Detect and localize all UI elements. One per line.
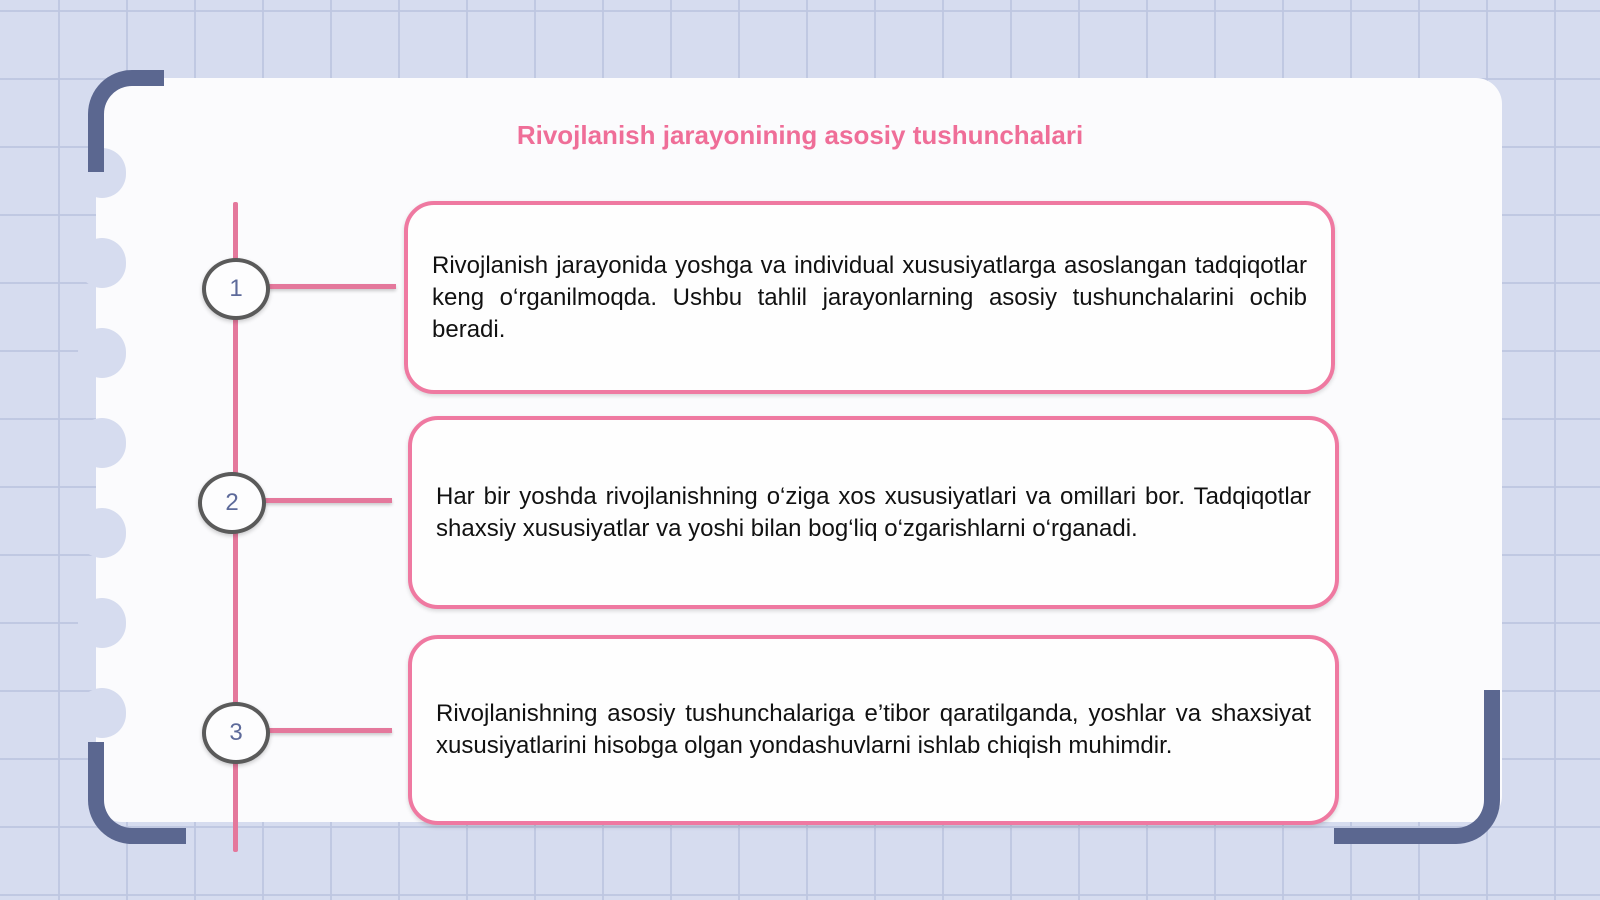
step-description: Rivojlanishning asosiy tushunchalariga e’tibor qaratilganda, yoshlar va shaxsiyat xususiyatlarini hisobga olgan yondashuvlarni ishlab chiqish muhimdir. [436, 700, 1311, 759]
card-edge-notch [78, 418, 126, 468]
slide-title: Rivojlanish jarayonining asosiy tushunchalari [516, 120, 1084, 150]
card-edge-notch [78, 598, 126, 648]
corner-bracket-bottom-left [88, 742, 186, 844]
step-number-badge: 1 [202, 258, 270, 320]
card-edge-notch [78, 688, 126, 738]
step-connector [268, 284, 396, 289]
step-number-badge: 3 [202, 702, 270, 764]
step-description: Rivojlanish jarayonida yoshga va individual xususiyatlarga asoslangan tadqiqotlar keng o‘rganilmoqda. Ushbu tahlil jarayonlarning asosiy tushunchalarini ochib beradi. [432, 251, 1307, 343]
step-card [408, 416, 1339, 609]
card-edge-notch [78, 328, 126, 378]
card-edge-notch [78, 238, 126, 288]
step-card [408, 635, 1339, 825]
step-description: Har bir yoshda rivojlanishning o‘ziga xos xususiyatlari va omillari bor. Tadqiqotlar shaxsiy xususiyatlar va yoshi bilan bog‘liq o‘zgarishlarni o‘rganadi. [436, 482, 1311, 542]
corner-bracket-bottom-right [1334, 690, 1500, 844]
step-card [404, 201, 1335, 394]
corner-bracket-top-left [88, 70, 164, 172]
step-number-badge: 2 [198, 472, 266, 534]
step-connector [264, 498, 392, 503]
step-connector [268, 728, 392, 733]
card-edge-notch [78, 508, 126, 558]
